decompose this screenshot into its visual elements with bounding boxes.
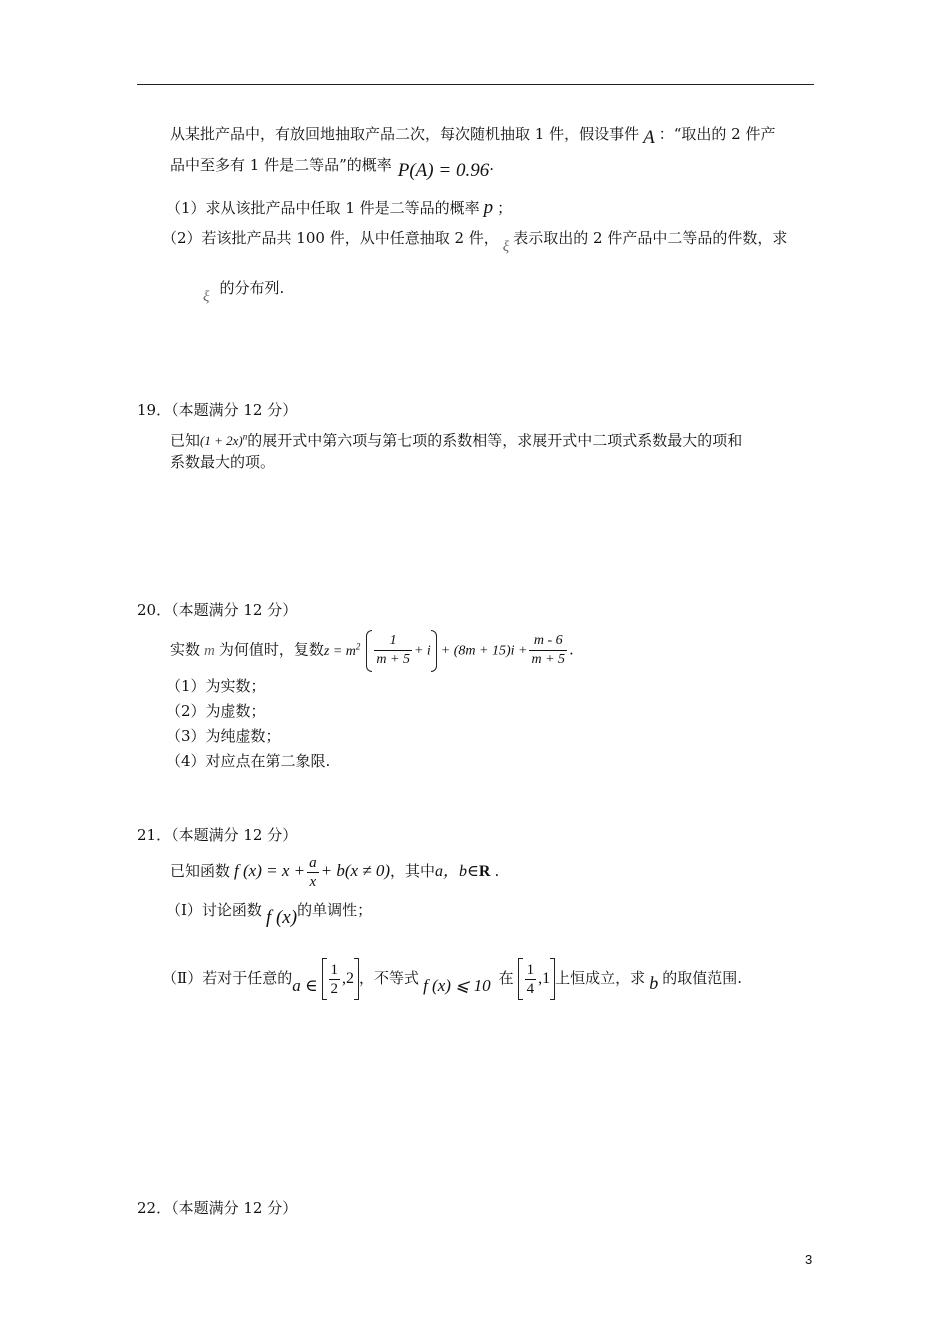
q20-item-2: （2）为虚数；: [166, 702, 266, 720]
q21-part-2: （Ⅱ）若对于任意的a ∈ $\frac{1}{2}$ ,2 ，不等式 f (x) ⩽ 10 在 $\frac{1}{4}$ ,1 上恒成立，求 b 的取值范围.: [162, 955, 742, 1001]
intro-line-2: 品中至多有 1 件是二等品”的概率 P(A) = 0.96.: [170, 156, 494, 181]
intro-part-2: （2）若该批产品共 100 件，从中任意抽取 2 件， ξ 表示取出的 2 件产品中二等品的件数，求: [162, 229, 788, 255]
fraction-1: $\frac{1}{m + 5}$: [376, 633, 410, 668]
q22-header: 22．（本题满分 12 分）: [137, 1199, 298, 1217]
event-a: A: [643, 127, 655, 148]
q21-part-1: （Ⅰ）讨论函数 f (x)的单调性；: [166, 901, 373, 928]
fraction-2: $\frac{m - 6}{m + 5}$: [531, 633, 566, 668]
q20-header: 20．（本题满分 12 分）: [137, 601, 298, 619]
interval-1: $\frac{1}{2}$: [330, 961, 339, 997]
intro-part-2-cont: ξ 的分布列.: [203, 279, 285, 305]
q20-stem: 实数 m 为何值时，复数$z = m^2$ $\frac{1}{m + 5}$ + i + (8m + 15)i + $\frac{m - 6}{m + 5}$ .: [170, 626, 574, 672]
header-rule: [137, 84, 814, 85]
complex-z-expr: $z = m^2$: [323, 641, 361, 659]
interval-2: $\frac{1}{4}$: [526, 961, 535, 997]
q21-stem: 已知函数 f (x) = x + $\frac{a}{x}$ + b(x ≠ 0)，其中a，b∈R .: [170, 854, 500, 890]
q19-line-1: 已知$(1 + 2x)^n$的展开式中第六项与第七项的系数相等，求展开式中二项式系数最大的项和: [170, 431, 743, 450]
probability-expr: P(A) = 0.96: [397, 160, 490, 181]
xi-symbol: ξ: [203, 289, 210, 305]
q19-header: 19．（本题满分 12 分）: [137, 401, 298, 419]
q21-header: 21．（本题满分 12 分）: [137, 826, 298, 844]
intro-line-1: 从某批产品中，有放回地抽取产品二次，每次随机抽取 1 件，假设事件 A ：“取出的 2 件产: [170, 125, 776, 148]
intro-part-1: （1）求从该批产品中任取 1 件是二等品的概率 p ；: [166, 197, 513, 218]
q20-item-1: （1）为实数；: [166, 677, 266, 695]
q20-item-4: （4）对应点在第二象限.: [166, 752, 331, 770]
binomial-expr: $(1 + 2x)^n$: [200, 432, 248, 449]
q20-item-3: （3）为纯虚数；: [166, 727, 281, 745]
function-def: f (x) = x + $\frac{a}{x}$ + b(x ≠ 0): [234, 854, 391, 890]
xi-symbol: ξ: [502, 239, 510, 255]
q19-line-2: 系数最大的项。: [170, 453, 276, 471]
page-number: 3: [805, 1252, 813, 1267]
